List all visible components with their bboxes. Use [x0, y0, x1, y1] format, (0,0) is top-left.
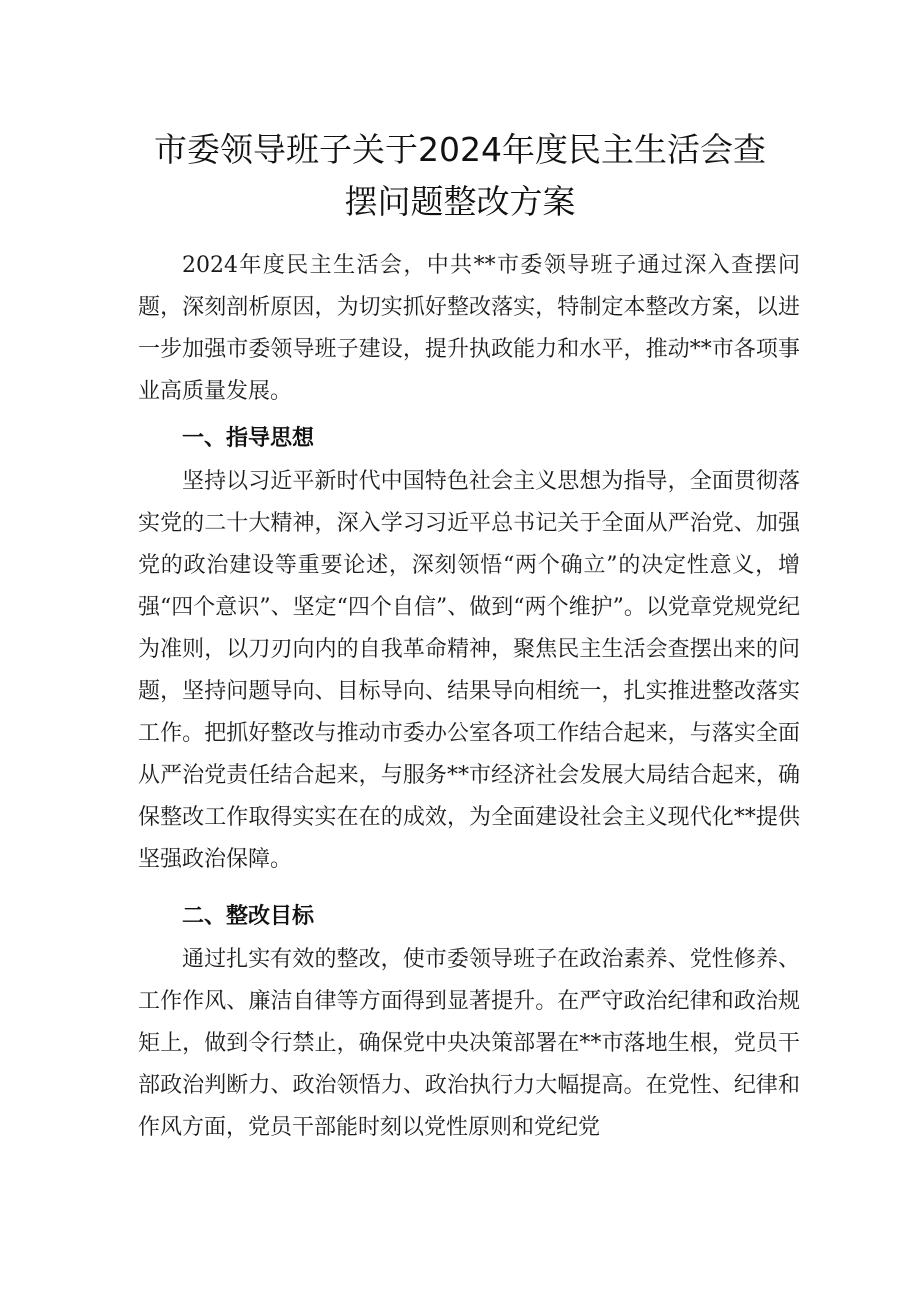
document-title-line-1: 市委领导班子关于2024年度民主生活会查 — [154, 130, 766, 169]
section-heading-guiding-ideology: 一、指导思想 — [182, 426, 315, 451]
intro-paragraph: 2024年度民主生活会，中共**市委领导班子通过深入查摆问题，深刻剖析原因，为切实抓好整改落实，特制定本整改方案，以进一步加强市委领导班子建设，提升执政能力和水平，推动**市各项事业高质量发展。 — [138, 253, 800, 404]
section-paragraph-rectification-goals: 通过扎实有效的整改，使市委领导班子在政治素养、党性修养、工作作风、廉洁自律等方面得到显著提升。在严守政治纪律和政治规矩上，做到令行禁止，确保党中央决策部署在**市落地生根，党员干部政治判断力、政治领悟力、政治执行力大幅提高。在党性、纪律和作风方面，党员干部能时刻以党性原则和党纪党 — [138, 947, 800, 1140]
document-title-line-2: 摆问题整改方案 — [344, 182, 576, 221]
section-heading-rectification-goals: 二、整改目标 — [182, 904, 315, 929]
section-paragraph-guiding-ideology: 坚持以习近平新时代中国特色社会主义思想为指导，全面贯彻落实党的二十大精神，深入学习习近平总书记关于全面从严治党、加强党的政治建设等重要论述，深刻领悟“两个确立”的决定性意义，增强“四个意识”、坚定“四个自信”、做到“两个维护”。以党章党规党纪为准则，以刀刃向内的自我革命精神，聚焦民主生活会查摆出来的问题，坚持问题导向、目标导向、结果导向相统一，扎实推进整改落实工作。把抓好整改与推动市委办公室各项工作结合起来，与落实全面从严治党责任结合起来，与服务**市经济社会发展大局结合起来，确保整改工作取得实实在在的成效，为全面建设社会主义现代化**提供坚强政治保障。 — [138, 469, 800, 872]
